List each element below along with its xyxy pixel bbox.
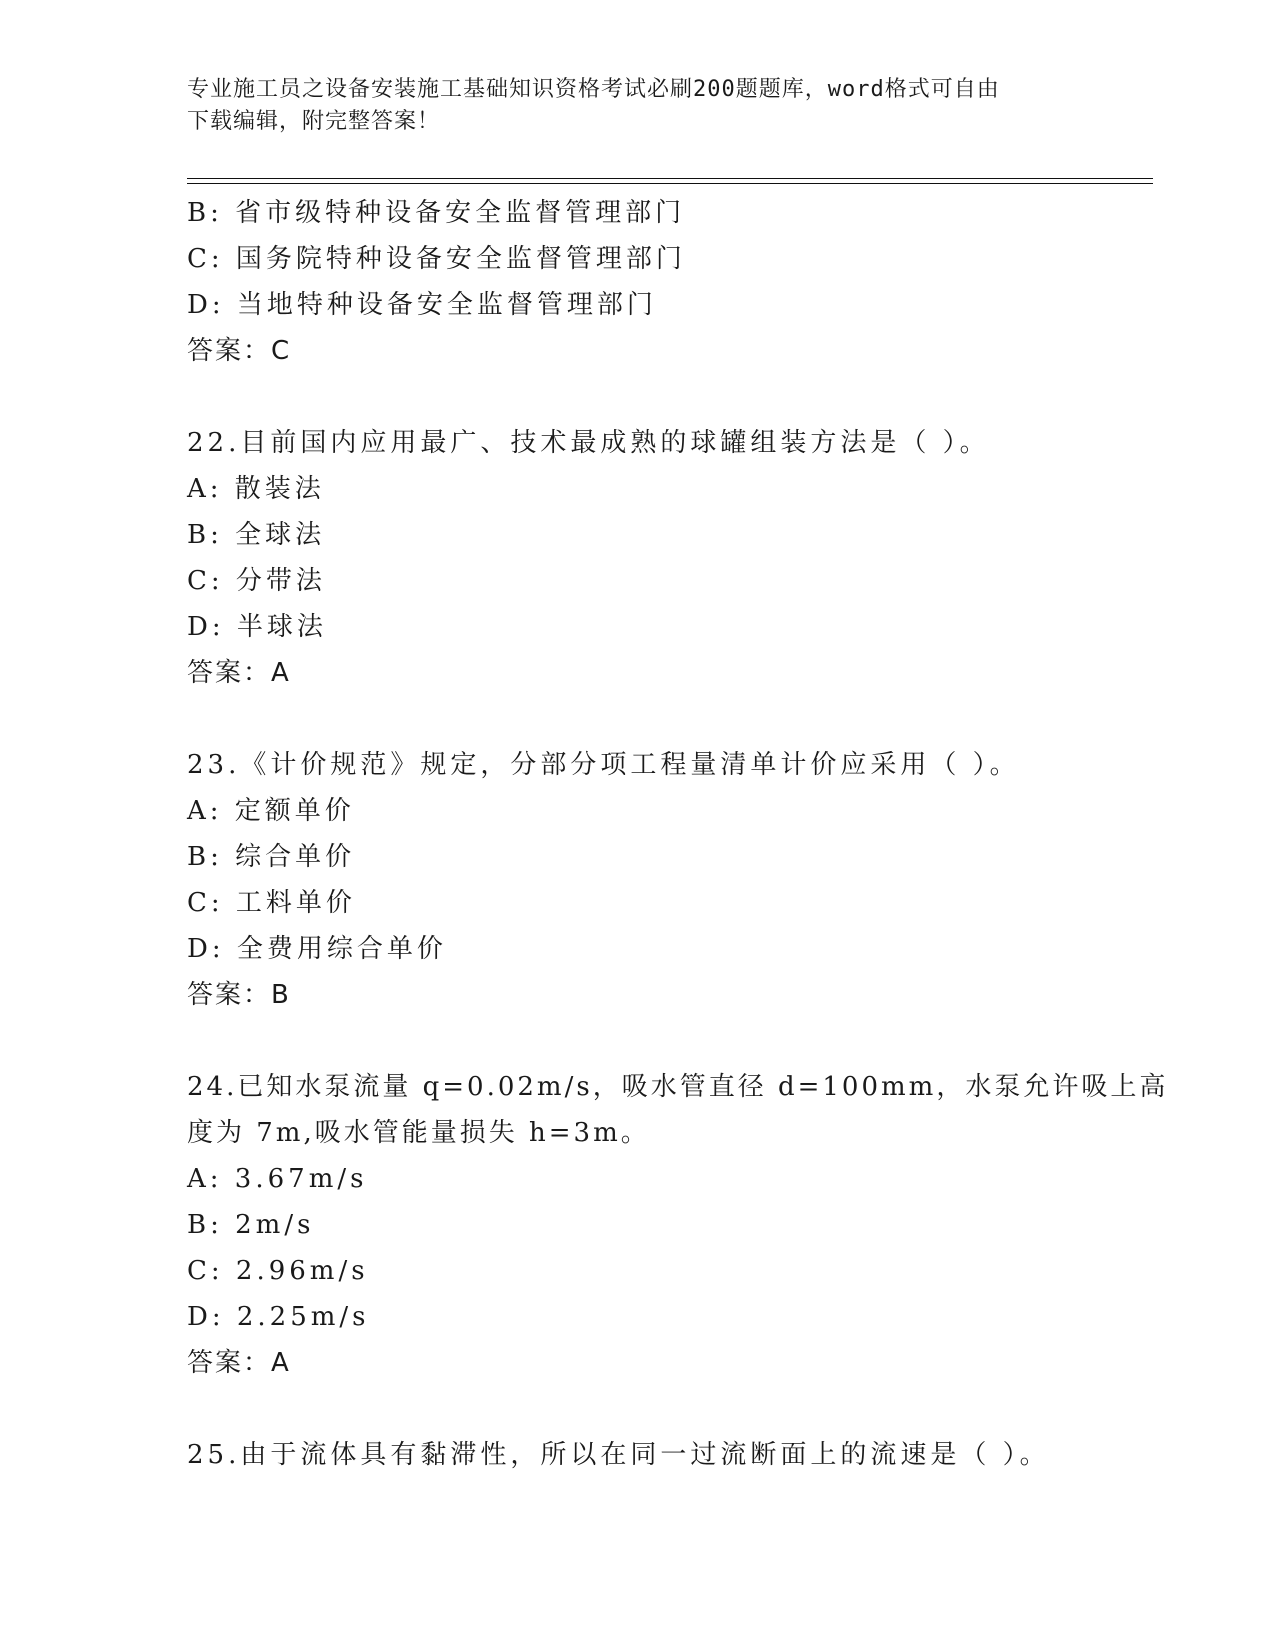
option-c: C: 工料单价 — [187, 888, 356, 918]
spacer — [187, 374, 1087, 420]
answer-line: 答案：A — [187, 1348, 291, 1378]
header-line-2: 下载编辑，附完整答案！ — [187, 109, 441, 134]
spacer — [187, 696, 1087, 742]
spacer — [187, 1386, 1087, 1432]
option-b: B: 全球法 — [187, 520, 326, 550]
question-stem-line-1: 24.已知水泵流量 q=0.02m/s，吸水管直径 d=100mm，水泵允许吸上高 — [187, 1072, 1169, 1102]
option-c: C: 2.96m/s — [187, 1256, 369, 1286]
header-divider-bottom — [187, 183, 1153, 184]
option-c: C: 国务院特种设备安全监督管理部门 — [187, 244, 686, 274]
answer-line: 答案：A — [187, 658, 291, 688]
answer-line: 答案：B — [187, 980, 291, 1010]
answer-line: 答案：C — [187, 336, 292, 366]
question-25 — [187, 1432, 1087, 1478]
option-d: D: 半球法 — [187, 612, 327, 642]
option-d: D: 全费用综合单价 — [187, 934, 447, 964]
question-stem-line-2: 度为 7m,吸水管能量损失 h=3m。 — [187, 1118, 650, 1148]
option-b: B: 省市级特种设备安全监督管理部门 — [187, 198, 686, 228]
option-a: A: 定额单价 — [187, 796, 355, 826]
question-24 — [187, 1064, 1169, 1386]
option-d: D: 当地特种设备安全监督管理部门 — [187, 290, 657, 320]
question-stem: 25.由于流体具有黏滞性，所以在同一过流断面上的流速是（ ）。 — [187, 1440, 1050, 1470]
question-list — [187, 190, 1169, 1478]
question-22 — [187, 420, 1087, 696]
option-d: D: 2.25m/s — [187, 1302, 370, 1332]
option-b: B: 综合单价 — [187, 842, 356, 872]
spacer — [187, 1018, 1087, 1064]
option-b: B: 2m/s — [187, 1210, 315, 1240]
option-a: A: 散装法 — [187, 474, 325, 504]
question-21 — [187, 190, 1087, 374]
question-stem: 22.目前国内应用最广、技术最成熟的球罐组装方法是（ ）。 — [187, 428, 990, 458]
question-23 — [187, 742, 1087, 1018]
option-c: C: 分带法 — [187, 566, 326, 596]
question-stem: 23.《计价规范》规定，分部分项工程量清单计价应采用（ ）。 — [187, 750, 1020, 780]
document-header — [187, 74, 1087, 138]
option-a: A: 3.67m/s — [187, 1164, 368, 1194]
header-divider-top — [187, 178, 1153, 179]
header-line-1: 专业施工员之设备安装施工基础知识资格考试必刷200题题库，word格式可自由 — [187, 77, 1000, 102]
